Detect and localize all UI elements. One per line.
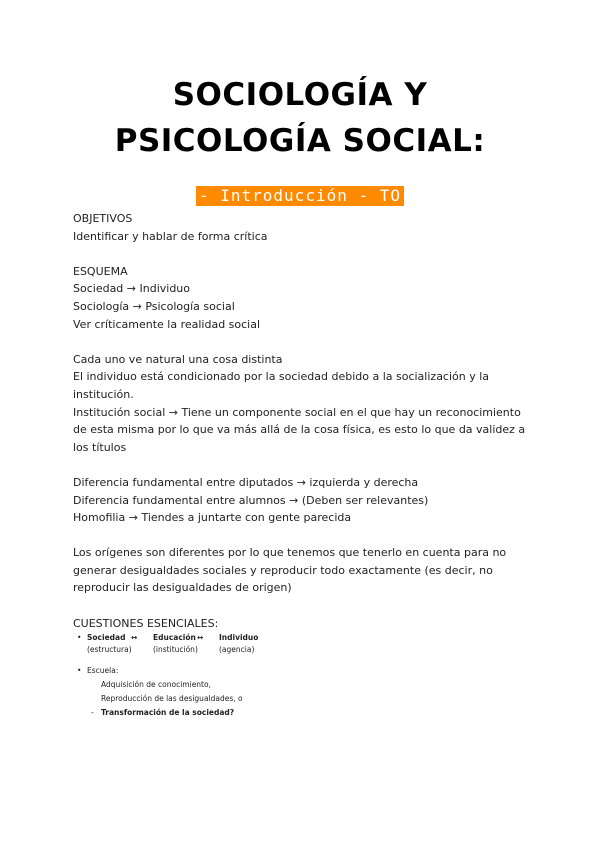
diferencia-line: Homofilia → Tiendes a juntarte con gente parecida xyxy=(73,511,352,525)
dash-icon: - xyxy=(91,708,94,718)
title-line-2: PSICOLOGÍA SOCIAL: xyxy=(114,123,486,159)
escuela-item: Reproducción de las desigualdades, o xyxy=(101,694,243,704)
paragraph-1 xyxy=(73,351,533,457)
cuestiones-heading: CUESTIONES ESENCIALES: xyxy=(73,616,219,630)
double-arrow-icon: ↔ xyxy=(131,633,138,643)
diferencia-line: Diferencia fundamental entre diputados → izquierda y derecha xyxy=(73,475,419,489)
estructura-label: (estructura) xyxy=(87,645,132,655)
esquema-heading: ESQUEMA xyxy=(73,264,128,278)
esquema-item: Ver críticamente la realidad social xyxy=(73,317,261,331)
objetivos-text: Identificar y hablar de forma crítica xyxy=(73,229,268,243)
objetivos-heading: OBJETIVOS xyxy=(73,212,133,225)
escuela-item-last: Transformación de la sociedad? xyxy=(101,708,235,718)
escuela-item: Adquisición de conocimiento, xyxy=(101,680,211,690)
diferencia-line: Diferencia fundamental entre alumnos → (Deben ser relevantes) xyxy=(73,493,429,507)
institucion-label: (institución) xyxy=(153,645,198,655)
escuela-list xyxy=(77,664,533,720)
document-title xyxy=(0,72,600,164)
bullet-icon: • xyxy=(77,666,82,676)
title-line-1: SOCIOLOGÍA Y xyxy=(172,77,428,113)
double-arrow-icon: ↔ xyxy=(197,633,204,643)
bullet-icon: • xyxy=(77,633,82,643)
paragraph-line: Institución social → Tiene un componente social en el que hay un reconocimiento de esta misma por lo que va más allá de la cosa física, es esto lo que da validez a los títulos xyxy=(73,405,526,454)
esquema-item: Sociedad → Individuo xyxy=(73,282,191,296)
document-body xyxy=(73,210,533,720)
paragraph-2: Los orígenes son diferentes por lo que tenemos que tenerlo en cuenta para no generar desigualdades sociales y reproducir todo exactamente (es decir, no reproducir las desigualdades de origen) xyxy=(73,546,507,595)
educacion-label: Educación xyxy=(153,633,196,643)
agencia-label: (agencia) xyxy=(219,645,255,655)
esquema-item: Sociología → Psicología social xyxy=(73,299,235,313)
paragraph-line: Cada uno ve natural una cosa distinta xyxy=(73,352,283,366)
individuo-label: Individuo xyxy=(219,633,259,643)
sociedad-label: Sociedad xyxy=(87,633,126,643)
subtitle-highlight: - Introducción - TO xyxy=(196,186,404,206)
subtitle-container xyxy=(0,186,600,206)
cuestiones-row xyxy=(77,632,533,656)
paragraph-line: El individuo está condicionado por la sociedad debido a la socialización y la institución. xyxy=(73,370,490,401)
escuela-label: Escuela: xyxy=(87,666,119,676)
